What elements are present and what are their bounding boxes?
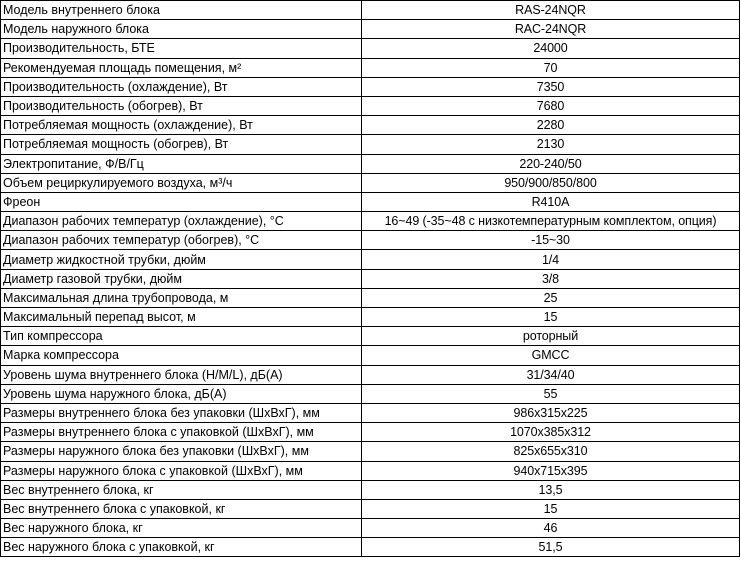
spec-label: Диапазон рабочих температур (обогрев), °С <box>1 231 362 250</box>
table-row <box>1 96 740 115</box>
spec-value: RAC-24NQR <box>362 20 740 39</box>
spec-value: 15 <box>362 499 740 518</box>
spec-label: Тип компрессора <box>1 327 362 346</box>
table-row <box>1 365 740 384</box>
table-row <box>1 461 740 480</box>
spec-value: -15~30 <box>362 231 740 250</box>
spec-label: Диаметр жидкостной трубки, дюйм <box>1 250 362 269</box>
spec-value: 2280 <box>362 116 740 135</box>
spec-label: Уровень шума внутреннего блока (H/M/L), дБ(А) <box>1 365 362 384</box>
table-row <box>1 1 740 20</box>
spec-value: 13,5 <box>362 480 740 499</box>
spec-label: Диапазон рабочих температур (охлаждение), °С <box>1 212 362 231</box>
table-row <box>1 288 740 307</box>
spec-value: 46 <box>362 519 740 538</box>
spec-label: Объем рециркулируемого воздуха, м³/ч <box>1 173 362 192</box>
spec-label: Производительность (охлаждение), Вт <box>1 77 362 96</box>
spec-value: 940x715x395 <box>362 461 740 480</box>
spec-label: Электропитание, Ф/В/Гц <box>1 154 362 173</box>
spec-label: Размеры внутреннего блока без упаковки (ШхВхГ), мм <box>1 403 362 422</box>
spec-label: Производительность, БТЕ <box>1 39 362 58</box>
table-row <box>1 346 740 365</box>
spec-label: Вес наружного блока с упаковкой, кг <box>1 538 362 557</box>
spec-label: Марка компрессора <box>1 346 362 365</box>
spec-value: 7680 <box>362 96 740 115</box>
table-row <box>1 480 740 499</box>
table-row <box>1 116 740 135</box>
table-row <box>1 538 740 557</box>
table-row <box>1 154 740 173</box>
spec-value: 15 <box>362 308 740 327</box>
spec-value: GMCC <box>362 346 740 365</box>
spec-label: Модель внутреннего блока <box>1 1 362 20</box>
table-row <box>1 442 740 461</box>
table-row <box>1 231 740 250</box>
table-row <box>1 212 740 231</box>
spec-value: 24000 <box>362 39 740 58</box>
spec-value: RAS-24NQR <box>362 1 740 20</box>
spec-value: 16~49 (-35~48 с низкотемпературным комплектом, опция) <box>362 212 740 231</box>
spec-label: Вес внутреннего блока, кг <box>1 480 362 499</box>
spec-value: 825x655x310 <box>362 442 740 461</box>
spec-value: 3/8 <box>362 269 740 288</box>
table-row <box>1 308 740 327</box>
table-row <box>1 39 740 58</box>
spec-label: Размеры наружного блока без упаковки (ШхВхГ), мм <box>1 442 362 461</box>
spec-label: Вес наружного блока, кг <box>1 519 362 538</box>
table-row <box>1 192 740 211</box>
spec-label: Модель наружного блока <box>1 20 362 39</box>
spec-value: 7350 <box>362 77 740 96</box>
spec-label: Диаметр газовой трубки, дюйм <box>1 269 362 288</box>
spec-value: 70 <box>362 58 740 77</box>
table-row <box>1 403 740 422</box>
table-row <box>1 423 740 442</box>
table-row <box>1 250 740 269</box>
table-row <box>1 269 740 288</box>
table-row <box>1 384 740 403</box>
spec-value: 1070x385x312 <box>362 423 740 442</box>
spec-value: 220-240/50 <box>362 154 740 173</box>
spec-label: Производительность (обогрев), Вт <box>1 96 362 115</box>
spec-value: 986x315x225 <box>362 403 740 422</box>
spec-label: Потребляемая мощность (охлаждение), Вт <box>1 116 362 135</box>
spec-label: Максимальный перепад высот, м <box>1 308 362 327</box>
spec-label: Фреон <box>1 192 362 211</box>
spec-label: Размеры внутреннего блока с упаковкой (ШхВхГ), мм <box>1 423 362 442</box>
spec-value: 25 <box>362 288 740 307</box>
spec-value: R410A <box>362 192 740 211</box>
spec-label: Уровень шума наружного блока, дБ(А) <box>1 384 362 403</box>
table-row <box>1 519 740 538</box>
table-row <box>1 135 740 154</box>
table-row <box>1 58 740 77</box>
spec-value: 31/34/40 <box>362 365 740 384</box>
table-row <box>1 499 740 518</box>
spec-value: 1/4 <box>362 250 740 269</box>
spec-value: роторный <box>362 327 740 346</box>
spec-label: Потребляемая мощность (обогрев), Вт <box>1 135 362 154</box>
spec-label: Максимальная длина трубопровода, м <box>1 288 362 307</box>
spec-value: 950/900/850/800 <box>362 173 740 192</box>
spec-table-body <box>1 1 740 557</box>
spec-value: 51,5 <box>362 538 740 557</box>
spec-value: 55 <box>362 384 740 403</box>
spec-label: Размеры наружного блока с упаковкой (ШхВхГ), мм <box>1 461 362 480</box>
table-row <box>1 20 740 39</box>
table-row <box>1 327 740 346</box>
spec-label: Вес внутреннего блока с упаковкой, кг <box>1 499 362 518</box>
spec-value: 2130 <box>362 135 740 154</box>
table-row <box>1 77 740 96</box>
table-row <box>1 173 740 192</box>
spec-label: Рекомендуемая площадь помещения, м² <box>1 58 362 77</box>
